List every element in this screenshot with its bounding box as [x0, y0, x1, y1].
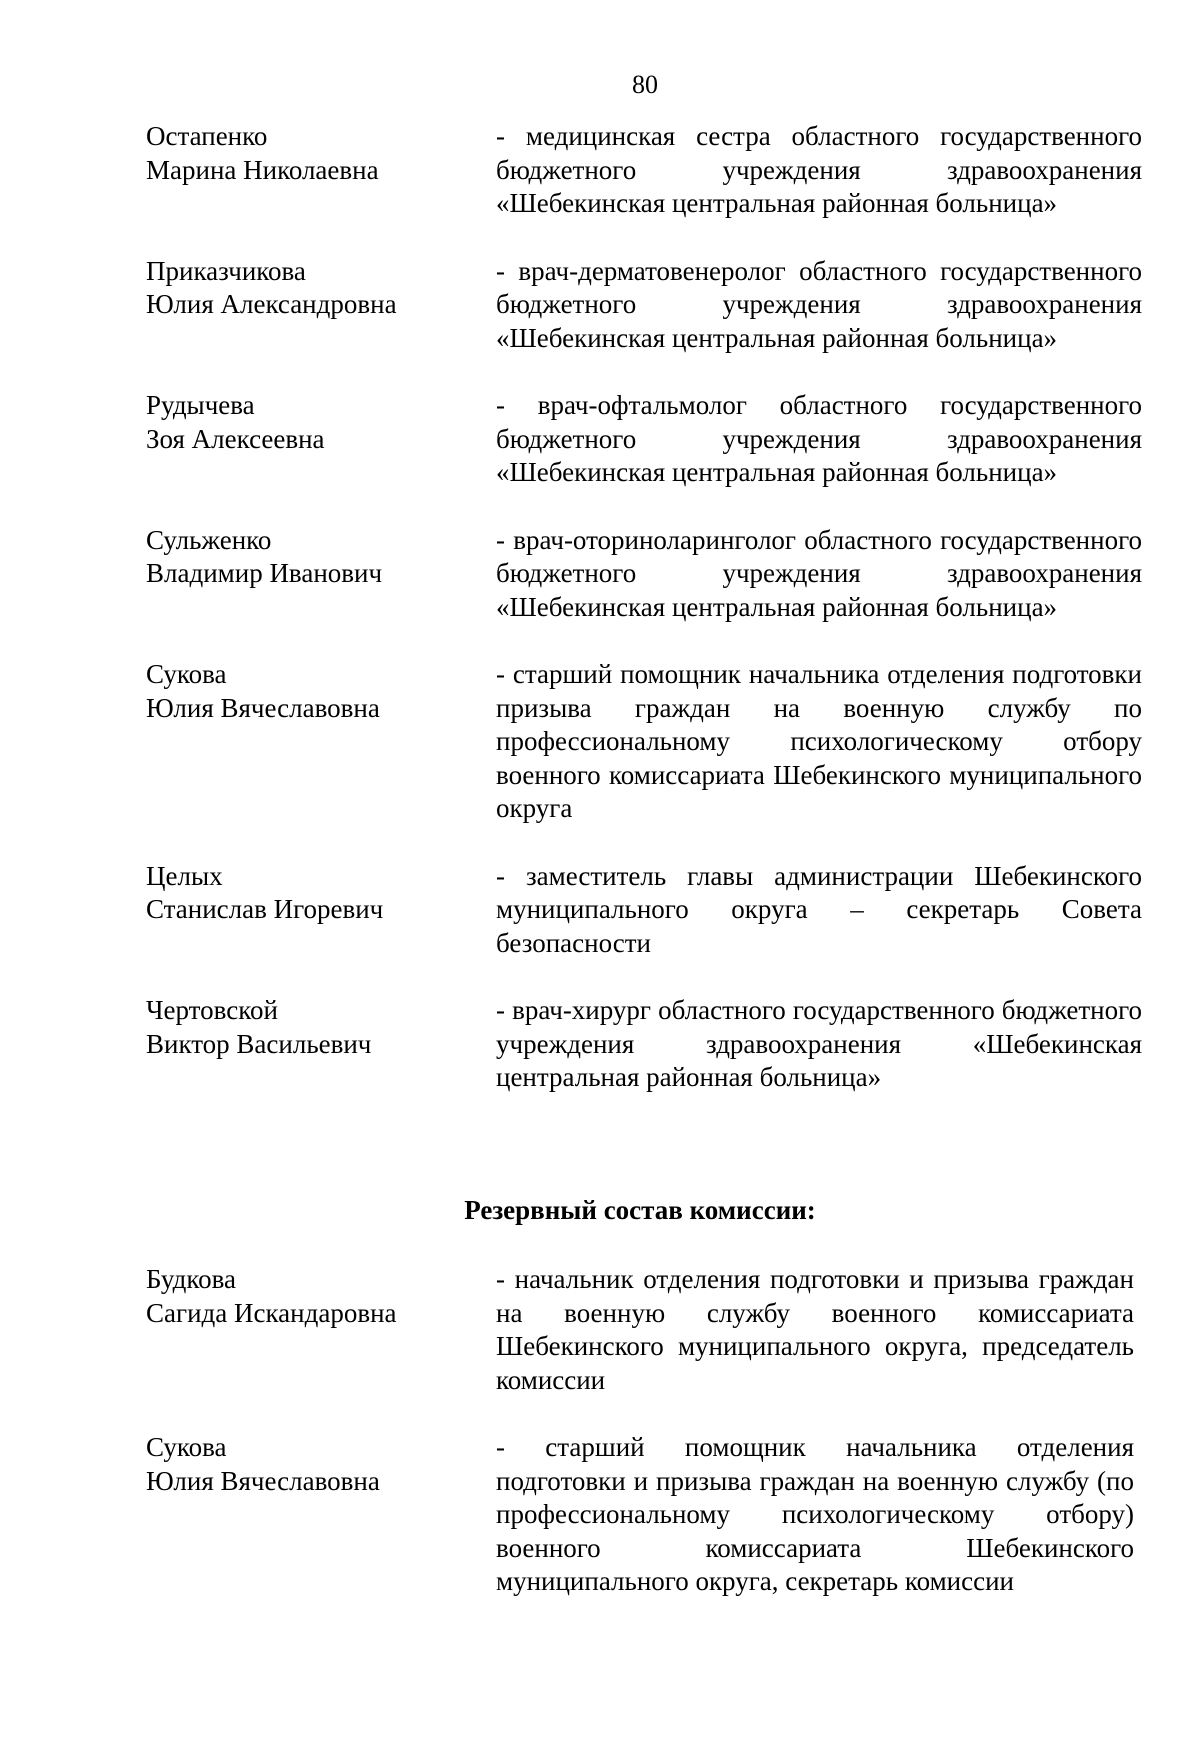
member-surname: Сукова	[146, 659, 227, 689]
member-given-names: Юлия Александровна	[146, 289, 397, 319]
member-entry	[146, 120, 1142, 221]
member-given-names: Юлия Вячеславовна	[146, 692, 380, 723]
member-surname: Целых	[146, 860, 223, 891]
member-given-names: Сагида Искандаровна	[146, 1297, 397, 1328]
member-name	[146, 524, 496, 625]
member-surname: Будкова	[146, 1264, 236, 1294]
member-role: - заместитель главы администрации Шебекинского муниципального округа – секретарь Совета безопасности	[496, 860, 1142, 958]
member-given-names: Юлия Вячеславовна	[146, 1465, 380, 1496]
member-entry	[146, 1431, 1142, 1599]
member-entry	[146, 994, 1142, 1095]
member-name	[146, 994, 496, 1095]
reserve-members-list	[146, 1263, 1142, 1633]
page-number: 80	[632, 70, 658, 99]
member-given-names: Зоя Алексеевна	[146, 423, 325, 454]
member-entry	[146, 524, 1142, 625]
member-given-names: Виктор Васильевич	[146, 1028, 372, 1059]
reserve-section-heading: Резервный состав комиссии:	[464, 1195, 816, 1225]
member-name	[146, 120, 496, 221]
member-role: - врач-оториноларинголог областного государственного бюджетного учреждения здравоохранения «Шебекинская центральная районная больница»	[496, 524, 1142, 622]
member-role: - старший помощник начальника отделения подготовки призыва граждан на военную службу по профессиональному психологическому отбору военного комиссариата Шебекинского муниципального округа	[496, 659, 1142, 823]
main-members-list	[146, 120, 1142, 1129]
member-entry	[146, 255, 1142, 356]
member-entry	[146, 658, 1142, 826]
member-surname: Сульженко	[146, 524, 272, 555]
member-role: - врач-хирург областного государственного бюджетного учреждения здравоохранения «Шебекинская центральная районная больница»	[496, 995, 1142, 1092]
member-entry	[146, 860, 1142, 961]
member-role: - начальник отделения подготовки и призыва граждан на военную службу военного комиссариата Шебекинского муниципального округа, председатель комиссии	[496, 1264, 1134, 1395]
member-role: - старший помощник начальника отделения подготовки и призыва граждан на военную службу (по профессиональному психологическому отбору) военного комиссариата Шебекинского муниципального округа, секретарь комиссии	[496, 1432, 1134, 1596]
member-surname: Остапенко	[146, 121, 268, 151]
member-surname: Сукова	[146, 1432, 227, 1462]
member-given-names: Станислав Игоревич	[146, 894, 384, 924]
member-role: - врач-дерматовенеролог областного государственного бюджетного учреждения здравоохранения «Шебекинская центральная районная больница»	[496, 255, 1142, 353]
member-given-names: Марина Николаевна	[146, 154, 379, 185]
member-entry	[146, 389, 1142, 490]
member-surname: Чертовской	[146, 995, 278, 1025]
member-surname: Приказчикова	[146, 255, 306, 286]
member-role: - медицинская сестра областного государственного бюджетного учреждения здравоохранения «Шебекинская центральная районная больница»	[496, 121, 1142, 218]
member-name	[146, 1431, 496, 1599]
member-role: - врач-офтальмолог областного государственного бюджетного учреждения здравоохранения «Шебекинская центральная районная больница»	[496, 390, 1142, 487]
member-given-names: Владимир Иванович	[146, 558, 383, 588]
member-surname: Рудычева	[146, 390, 255, 420]
member-name	[146, 1263, 496, 1397]
member-entry	[146, 1263, 1142, 1397]
member-name	[146, 255, 496, 356]
member-name	[146, 860, 496, 961]
member-name	[146, 389, 496, 490]
member-name	[146, 658, 496, 826]
